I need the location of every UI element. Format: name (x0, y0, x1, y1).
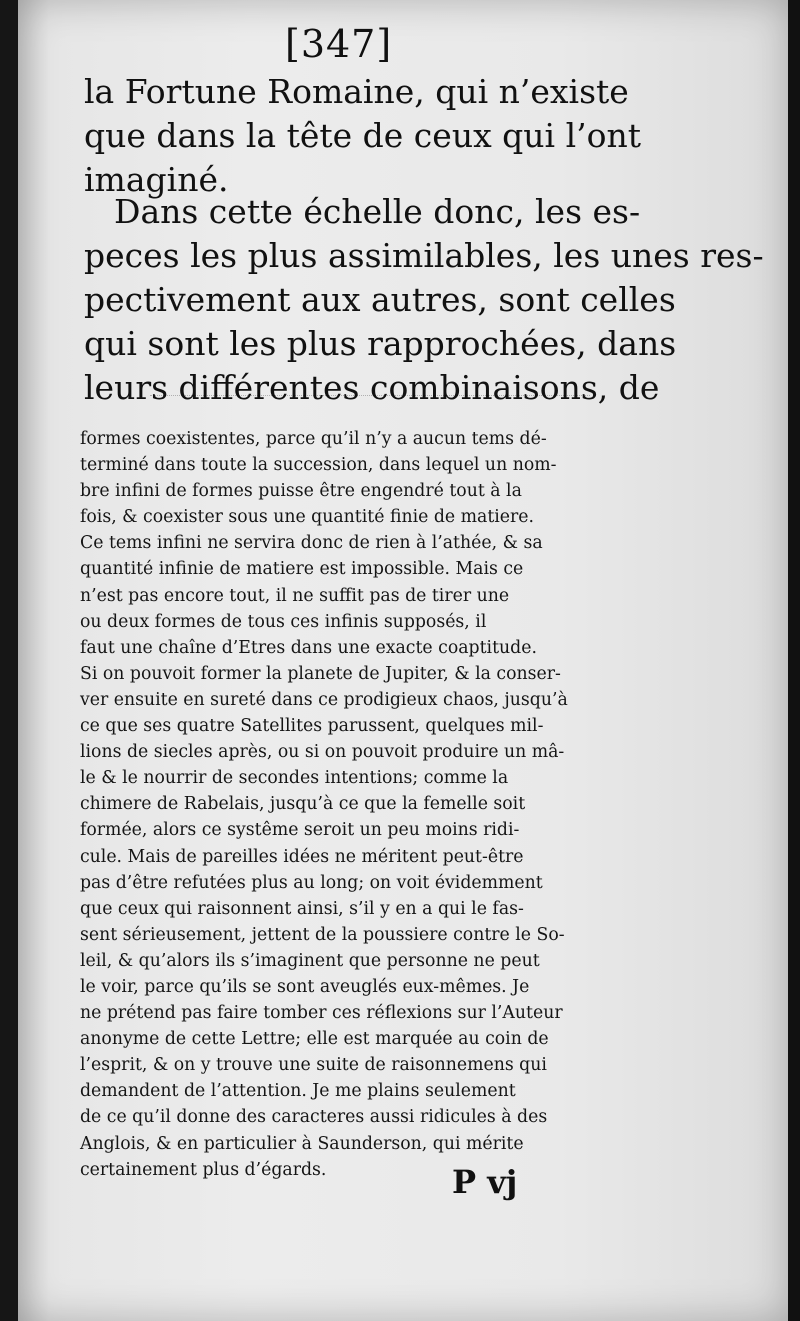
text-line: pectivement aux autres, sont celles (84, 280, 676, 319)
text-line: sent sérieusement, jettent de la poussiere contre le So- (80, 924, 565, 945)
text-line: leil, & qu’alors ils s’imaginent que personne ne peut (80, 950, 540, 971)
text-line: formée, alors ce systême seroit un peu moins ridi- (80, 820, 520, 841)
page-signature-mark: P vj (452, 1163, 518, 1201)
text-line: formes coexistentes, parce qu’il n’y a aucun tems dé- (80, 429, 547, 449)
text-line: chimere de Rabelais, jusqu’à ce que la femelle soit (80, 794, 526, 815)
page-number: [347] (285, 22, 393, 66)
text-line: faut une chaîne d’Etres dans une exacte coaptitude. (80, 637, 537, 658)
text-line: le & le nourrir de secondes intentions; comme la (80, 768, 509, 789)
text-line: Si on pouvoit former la planete de Jupiter, & la conser- (80, 663, 561, 684)
text-line: le voir, parce qu’ils se sont aveuglés eux-mêmes. Je (80, 976, 530, 997)
text-line: bre infini de formes puisse être engendré tout à la (80, 481, 522, 502)
text-line: que ceux qui raisonnent ainsi, s’il y en a qui le fas- (80, 898, 524, 919)
opening-paragraph (84, 70, 642, 202)
scale-paragraph (84, 190, 764, 410)
small-type-paragraph (80, 426, 625, 1183)
text-line: ou deux formes de tous ces infinis supposés, il (80, 611, 487, 632)
text-line: Dans cette échelle donc, les es- (114, 192, 641, 231)
text-line: Anglois, & en particulier à Saunderson, qui mérite (80, 1133, 524, 1154)
text-line: imaginé. (84, 160, 229, 199)
text-line: quantité infinie de matiere est impossible. Mais ce (80, 559, 524, 580)
page-edge-shadow (788, 0, 800, 1321)
text-line: ne prétend pas faire tomber ces réflexions sur l’Auteur (80, 1003, 563, 1024)
text-line: Ce tems infini ne servira donc de rien à l’athée, & sa (80, 533, 543, 554)
text-line: ver ensuite en sureté dans ce prodigieux chaos, jusqu’à (80, 689, 568, 710)
text-line: certainement plus d’égards. (80, 1159, 327, 1180)
paragraph-separator (150, 395, 590, 398)
text-line: lions de siecles après, ou si on pouvoit produire un mâ- (80, 742, 565, 763)
text-line: n’est pas encore tout, il ne suffit pas de tirer une (80, 585, 510, 606)
text-line: demandent de l’attention. Je me plains seulement (80, 1081, 516, 1102)
text-line: la Fortune Romaine, qui n’existe (84, 72, 629, 111)
text-line: l’esprit, & on y trouve une suite de raisonnemens qui (80, 1055, 547, 1076)
text-line: que dans la tête de ceux qui l’ont (84, 116, 642, 155)
text-line: pas d’être refutées plus au long; on voit évidemment (80, 872, 543, 893)
text-line: ce que ses quatre Satellites parussent, quelques mil- (80, 716, 544, 737)
text-line: de ce qu’il donne des caracteres aussi ridicules à des (80, 1107, 548, 1128)
text-line: cule. Mais de pareilles idées ne méritent peut-être (80, 846, 524, 867)
text-line: anonyme de cette Lettre; elle est marquée au coin de (80, 1029, 549, 1050)
text-line: leurs différentes combinaisons, de (84, 368, 660, 407)
text-line: qui sont les plus rapprochées, dans (84, 324, 677, 363)
text-line: terminé dans toute la succession, dans lequel un nom- (80, 455, 557, 476)
text-line: fois, & coexister sous une quantité finie de matiere. (80, 507, 534, 528)
text-line: peces les plus assimilables, les unes res- (84, 236, 764, 275)
